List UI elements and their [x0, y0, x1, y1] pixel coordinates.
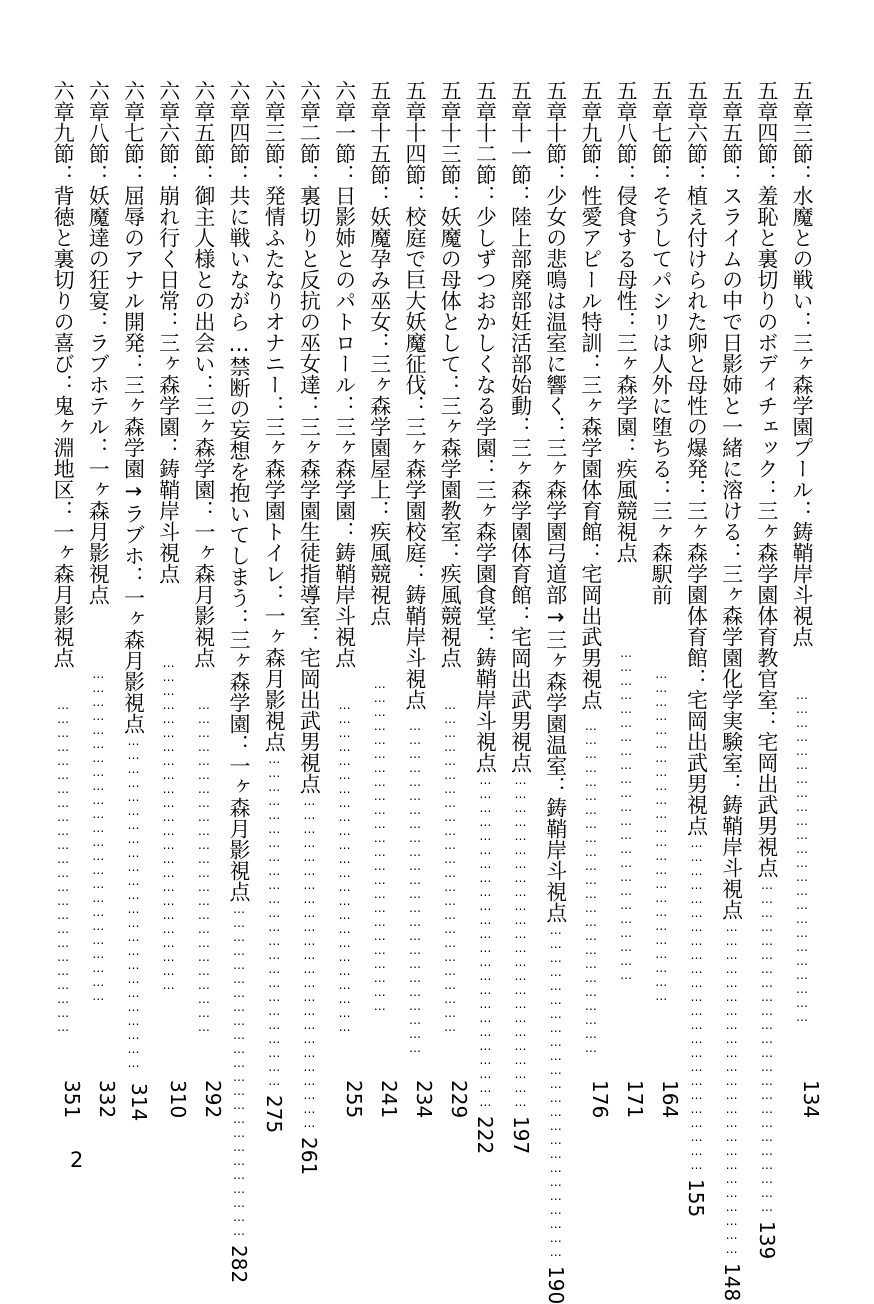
toc-entry[interactable]	[719, 80, 744, 1302]
toc-dot-leader: ………………………………………………………………	[302, 794, 317, 1130]
toc-entry-page: 155	[684, 1179, 709, 1218]
toc-entry-title: 五章十節：少女の悲鳴は温室に響く：三ヶ森学園弓道部→三ヶ森学園温室：鋳鞘岸斗視点	[543, 80, 568, 923]
toc-dot-leader: ………………………………………………………………	[724, 920, 739, 1256]
toc-entry[interactable]	[51, 80, 85, 1119]
toc-entry[interactable]	[121, 80, 152, 1122]
toc-entry-title: 五章五節：スライムの中で日影姉と一緒に溶ける：三ヶ森学園化学実験室：鋳鞘岸斗視点	[719, 80, 744, 920]
toc-entry-page: 171	[623, 1080, 648, 1119]
toc-entry[interactable]	[191, 80, 225, 1119]
toc-entry-page: 234	[411, 1080, 436, 1119]
toc-entry-title: 六章五節：御主人様との出会い：三ヶ森学園：一ヶ森月影視点	[191, 80, 216, 668]
toc-dot-leader: ………………………………………………………………	[232, 902, 246, 1238]
toc-entry[interactable]	[262, 80, 287, 1134]
toc-entry-page: 139	[754, 1221, 779, 1260]
toc-dot-leader: ………………………………………………………………	[372, 677, 387, 1013]
toc-dot-leader: ………………………………………………………………	[795, 687, 809, 1024]
toc-entry-page: 255	[341, 1080, 366, 1119]
toc-entry[interactable]	[578, 80, 612, 1119]
toc-entry-page: 332	[95, 1080, 120, 1119]
toc-entry-page: 176	[587, 1080, 612, 1119]
toc-entry-title: 五章十二節：少しずつおかしくなる学園：三ヶ森学園食堂：鋳鞘岸斗視点	[473, 80, 498, 773]
toc-entry[interactable]	[86, 80, 120, 1119]
toc-dot-leader: ………………………………………………………………	[267, 752, 282, 1088]
toc-entry-page: 261	[297, 1137, 322, 1176]
toc-entry-title: 六章三節：発情ふたなりオナニー：三ヶ森学園トイレ：一ヶ森月影視点	[262, 80, 287, 752]
toc-entry[interactable]	[473, 80, 498, 1155]
toc-entry-page: 229	[447, 1080, 472, 1119]
toc-entry-page: 148	[719, 1263, 744, 1302]
toc-entry-title: 六章七節：屈辱のアナル開発：三ヶ森学園→ラブホ：一ヶ森月影視点	[121, 80, 146, 734]
toc-entry-title: 六章六節：崩れ行く日常：三ヶ森学園：鋳鞘岸斗視点	[156, 80, 181, 584]
toc-entry-title: 六章九節：背徳と裏切りの喜び：鬼ヶ淵地区：一ヶ森月影視点	[51, 80, 76, 668]
toc-entry-page: 282	[227, 1245, 251, 1284]
toc-entry-title: 五章十五節：妖魔孕み巫女：三ヶ森学園屋上：疾風競視点	[367, 80, 392, 626]
toc-entry-page: 314	[127, 1083, 152, 1122]
toc-entry-title: 五章八節：侵食する母性：三ヶ森学園：疾風競視点	[614, 80, 639, 563]
toc-entry[interactable]	[367, 80, 401, 1119]
toc-dot-leader: ………………………………………………………………	[56, 698, 71, 1034]
toc-entry-title: 五章十四節：校庭で巨大妖魔征伐：三ヶ森学園校庭：鋳鞘岸斗視点	[402, 80, 427, 710]
toc-dot-leader: ………………………………………………………………	[407, 719, 422, 1055]
toc-dot-leader: ………………………………………………………………	[654, 666, 669, 1003]
toc-entry-page: 164	[658, 1080, 683, 1119]
toc-dot-leader: ………………………………………………………………	[619, 645, 634, 982]
toc-dot-leader: ………………………………………………………………	[126, 734, 141, 1070]
toc-dot-leader: ………………………………………………………………	[443, 698, 458, 1034]
toc-entry-title: 五章四節：羞恥と裏切りのボディチェック：三ヶ森学園体育教官室：宅岡出武男視点	[754, 80, 779, 878]
page-number: 2	[70, 1148, 84, 1172]
toc-entry-title: 五章三節：水魔との戦い：三ヶ森学園プール：鋳鞘岸斗視点	[790, 80, 814, 647]
toc-entry-page: 134	[799, 1080, 823, 1119]
toc-dot-leader: ………………………………………………………………	[548, 923, 563, 1259]
toc-entry-page: 190	[543, 1266, 568, 1304]
toc-entry-title: 五章十三節：妖魔の母体として：三ヶ森学園教室：疾風競視点	[438, 80, 463, 668]
toc-entry-page: 197	[508, 1116, 533, 1155]
toc-dot-leader: ………………………………………………………………	[583, 719, 598, 1055]
table-of-contents	[51, 80, 823, 1304]
toc-dot-leader: ………………………………………………………………	[478, 773, 493, 1109]
toc-entry-page: 292	[200, 1080, 225, 1119]
toc-entry-title: 五章七節：そうしてパシリは人外に堕ちる：三ヶ森駅前	[649, 80, 674, 605]
toc-entry[interactable]	[438, 80, 472, 1119]
toc-entry-page: 310	[165, 1080, 190, 1119]
toc-entry-page: 241	[376, 1080, 401, 1119]
toc-dot-leader: ………………………………………………………………	[759, 878, 774, 1214]
toc-dot-leader: ………………………………………………………………	[689, 836, 704, 1172]
toc-entry-title: 六章一節：日影姉とのパトロール：三ヶ森学園：鋳鞘岸斗視点	[332, 80, 357, 668]
toc-entry[interactable]	[543, 80, 568, 1304]
toc-entry-title: 六章四節：共に戦いながら…禁断の妄想を抱いてしまう：三ヶ森学園：一ヶ森月影視点	[227, 80, 251, 902]
toc-entry[interactable]	[684, 80, 709, 1218]
toc-entry[interactable]	[402, 80, 436, 1119]
toc-entry[interactable]	[297, 80, 322, 1176]
toc-entry[interactable]	[614, 80, 648, 1119]
toc-dot-leader: ………………………………………………………………	[337, 698, 352, 1034]
toc-entry[interactable]	[790, 80, 823, 1119]
toc-entry-title: 六章八節：妖魔達の狂宴：ラブホテル：一ヶ森月影視点	[86, 80, 111, 605]
toc-entry[interactable]	[156, 80, 190, 1119]
toc-entry-title: 五章六節：植え付けられた卵と母性の爆発：三ヶ森学園体育館：宅岡出武男視点	[684, 80, 709, 836]
toc-entry[interactable]	[649, 80, 683, 1119]
toc-dot-leader: ………………………………………………………………	[161, 656, 176, 992]
toc-dot-leader: ………………………………………………………………	[196, 698, 211, 1034]
toc-entry-title: 五章十一節：陸上部廃部妊活部始動：三ヶ森学園体育館：宅岡出武男視点	[508, 80, 533, 773]
toc-entry-title: 五章九節：性愛アピール特訓：三ヶ森学園体育館：宅岡出武男視点	[578, 80, 603, 710]
toc-entry-page: 275	[262, 1095, 287, 1134]
toc-entry[interactable]	[508, 80, 533, 1155]
toc-entry-page: 222	[473, 1116, 498, 1155]
toc-entry[interactable]	[754, 80, 779, 1260]
toc-entry-title: 六章二節：裏切りと反抗の巫女達：三ヶ森学園生徒指導室：宅岡出武男視点	[297, 80, 322, 794]
toc-dot-leader: ………………………………………………………………	[513, 773, 528, 1109]
toc-entry-page: 351	[60, 1080, 85, 1119]
toc-dot-leader: ………………………………………………………………	[91, 666, 106, 1003]
toc-entry[interactable]	[332, 80, 366, 1119]
toc-entry[interactable]	[227, 80, 251, 1284]
